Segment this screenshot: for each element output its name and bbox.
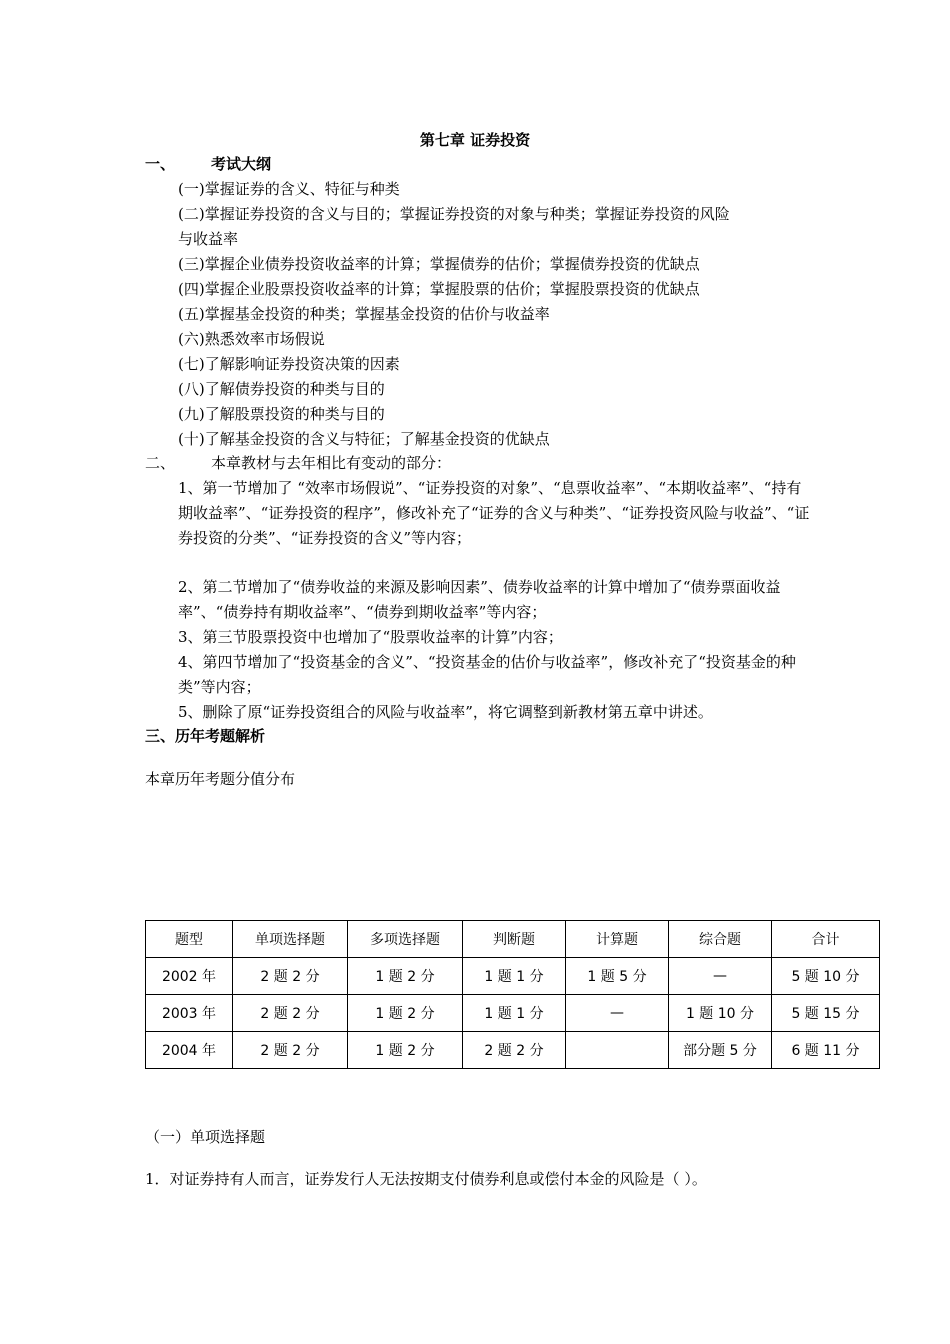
change-paragraph: 5、删除了原“证券投资组合的风险与收益率”，将它调整到新教材第五章中讲述。 (178, 703, 713, 721)
change-paragraph: 1、第一节增加了 “效率市场假说”、“证券投资的对象”、“息票收益率”、“本期收益率”、“持有期收益率”、“证券投资的程序”，修改补充了“证券的含义与种类”、“证券投资风险与收益”、“证券投资的分类”、“证券投资的含义”等内容； (178, 479, 810, 547)
outline-item: 与收益率 (178, 230, 239, 248)
table-header-cell: 单项选择题 (233, 921, 348, 958)
outline-item: (六)熟悉效率市场假说 (178, 330, 325, 348)
section-1-heading (145, 155, 271, 173)
table-cell: 2 题 2 分 (463, 1032, 566, 1069)
table-cell: 部分题 5 分 (669, 1032, 772, 1069)
outline-item: (十)了解基金投资的含义与特征；了解基金投资的优缺点 (178, 430, 550, 448)
distribution-caption: 本章历年考题分值分布 (145, 770, 296, 788)
table-cell: 1 题 1 分 (463, 995, 566, 1032)
outline-item: (一)掌握证券的含义、特征与种类 (178, 180, 400, 198)
table-cell: 6 题 11 分 (772, 1032, 880, 1069)
table-header-cell: 判断题 (463, 921, 566, 958)
table-header-cell: 多项选择题 (348, 921, 463, 958)
outline-item: (五)掌握基金投资的种类；掌握基金投资的估价与收益率 (178, 305, 550, 323)
change-paragraph: 3、第三节股票投资中也增加了“股票收益率的计算”内容； (178, 628, 563, 646)
section-2-heading (145, 454, 451, 472)
table-cell: 5 题 10 分 (772, 958, 880, 995)
table-cell: 1 题 5 分 (566, 958, 669, 995)
table-cell: 1 题 10 分 (669, 995, 772, 1032)
section-3-heading: 三、历年考题解析 (145, 727, 266, 745)
table-cell: 2 题 2 分 (233, 1032, 348, 1069)
table-cell: 1 题 2 分 (348, 958, 463, 995)
section-1-number: 一、 (145, 155, 176, 173)
score-distribution-table (145, 920, 880, 1069)
table-cell: 1 题 2 分 (348, 1032, 463, 1069)
table-cell: 5 题 15 分 (772, 995, 880, 1032)
question-1: 1．对证券持有人而言，证券发行人无法按期支付债券利息或偿付本金的风险是（ ）。 (145, 1170, 707, 1188)
section-2-title: 本章教材与去年相比有变动的部分： (211, 454, 452, 472)
outline-item: (二)掌握证券投资的含义与目的；掌握证券投资的对象与种类；掌握证券投资的风险 (178, 205, 730, 223)
chapter-title: 第七章 证券投资 (419, 131, 531, 149)
table-cell: 2004 年 (146, 1032, 233, 1069)
outline-item: (三)掌握企业债券投资收益率的计算；掌握债券的估价；掌握债券投资的优缺点 (178, 255, 700, 273)
table-cell: — (566, 995, 669, 1032)
table-cell: 2 题 2 分 (233, 958, 348, 995)
table-cell: 1 题 2 分 (348, 995, 463, 1032)
table-header-row (146, 921, 880, 958)
outline-item: (七)了解影响证券投资决策的因素 (178, 355, 400, 373)
table-header-cell: 合计 (772, 921, 880, 958)
change-paragraph: 2、第二节增加了“债券收益的来源及影响因素”、债券收益率的计算中增加了“债券票面收益率”、“债券持有期收益率”、“债券到期收益率”等内容； (178, 578, 781, 621)
table-cell: — (669, 958, 772, 995)
question-type-subheading: （一）单项选择题 (145, 1128, 266, 1146)
change-paragraph: 4、第四节增加了“投资基金的含义”、“投资基金的估价与收益率”，修改补充了“投资基金的种类”等内容； (178, 653, 796, 696)
outline-item: (八)了解债券投资的种类与目的 (178, 380, 385, 398)
outline-item: (九)了解股票投资的种类与目的 (178, 405, 385, 423)
table-cell (566, 1032, 669, 1069)
table-row (146, 1032, 880, 1069)
table-row (146, 995, 880, 1032)
table-cell: 1 题 1 分 (463, 958, 566, 995)
table-header-cell: 综合题 (669, 921, 772, 958)
section-2-number: 二、 (145, 454, 176, 472)
outline-item: (四)掌握企业股票投资收益率的计算；掌握股票的估价；掌握股票投资的优缺点 (178, 280, 700, 298)
table-header-cell: 题型 (146, 921, 233, 958)
table-header-cell: 计算题 (566, 921, 669, 958)
section-1-title: 考试大纲 (211, 155, 272, 173)
table-cell: 2003 年 (146, 995, 233, 1032)
table-cell: 2002 年 (146, 958, 233, 995)
table-cell: 2 题 2 分 (233, 995, 348, 1032)
table-row (146, 958, 880, 995)
